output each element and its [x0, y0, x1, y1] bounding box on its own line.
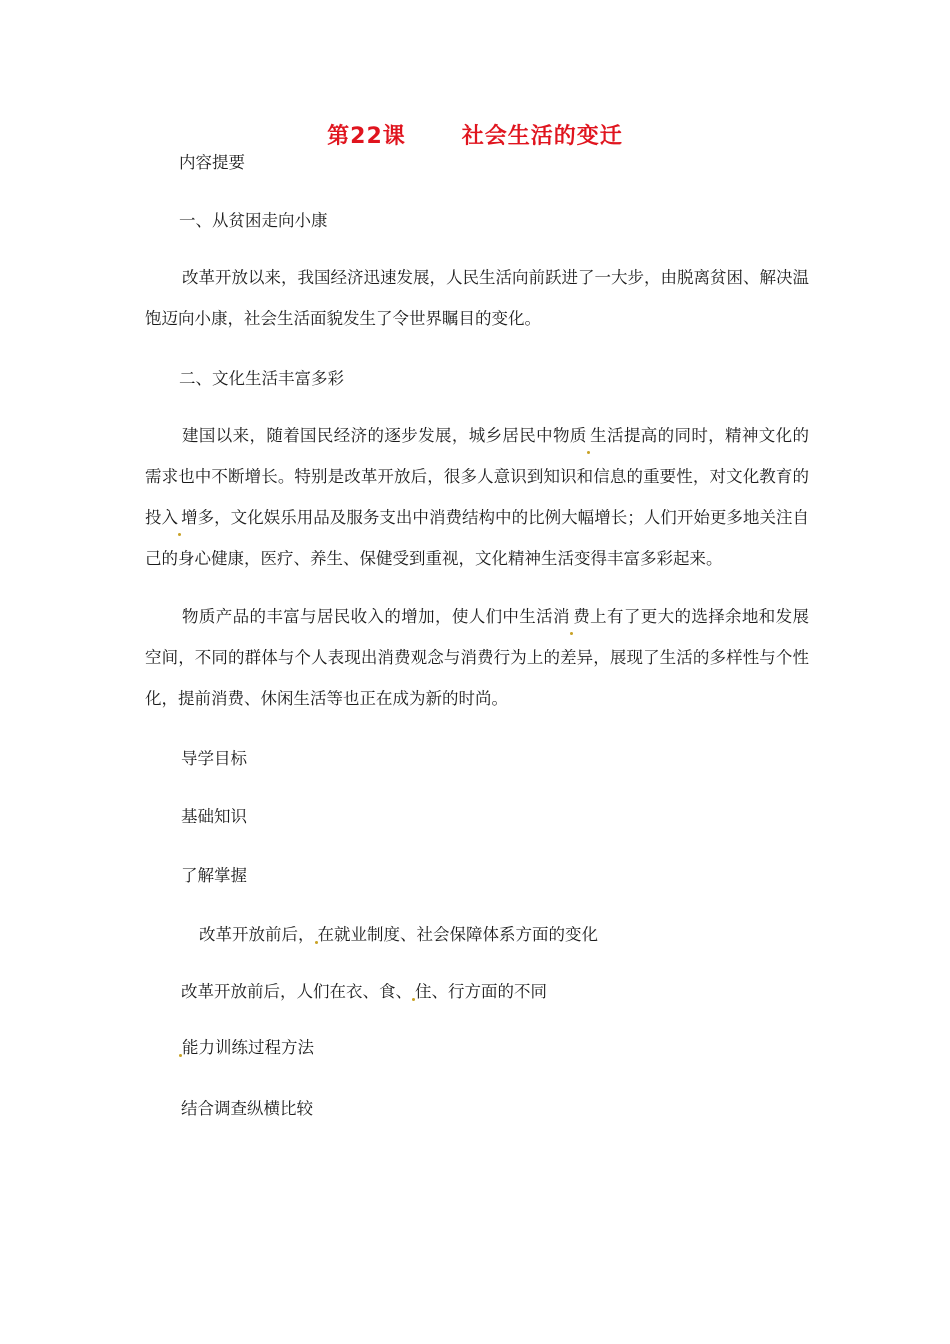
mark-dot — [570, 632, 573, 635]
ability-heading-text: 能力训练过程方法 — [182, 1038, 314, 1057]
objective-item-2-part-b: 住、行方面的不同 — [415, 982, 547, 1001]
objective-item-1-part-b: 在就业制度、社会保障体系方面的变化 — [317, 925, 598, 944]
summary-heading: 内容提要 — [179, 153, 245, 172]
section2-paragraph-2-part-a: 物质产品的丰富与居民收入的增加，使人们中生活消 — [182, 607, 570, 626]
objective-item-2-part-a: 改革开放前后，人们在衣、食、 — [181, 982, 412, 1001]
page-title — [0, 122, 950, 152]
title-lesson-number: 第22课 — [327, 124, 406, 149]
section1-heading: 一、从贫困走向小康 — [179, 211, 328, 230]
method-text: 结合调查纵横比较 — [181, 1099, 313, 1118]
ability-heading — [179, 1037, 314, 1059]
basic-knowledge-heading: 基础知识 — [181, 807, 247, 826]
section2-paragraph-2 — [145, 596, 809, 719]
objective-item-2 — [181, 981, 547, 1003]
section2-paragraph-1-part-c: 增多，文化娱乐用品及服务支出中消费结构中的比例大幅增长；人们开始更多地关注自己的身心健康，医疗、养生、保健受到重视，文化精神生活变得丰富多彩起来。 — [145, 508, 810, 568]
title-lesson-name: 社会生活的变迁 — [461, 124, 623, 149]
section2-paragraph-2-part-b: 费上有了更大的选择余地和发展空间，不同的群体与个人表现出消费观念与消费行为上的差异，展现了生活的多样性与个性化，提前消费、休闲生活等也正在成为新的时尚。 — [145, 607, 810, 708]
section1-paragraph: 改革开放以来，我国经济迅速发展，人民生活向前跃进了一大步，由脱离贫困、解决温饱迈向小康，社会生活面貌发生了令世界瞩目的变化。 — [145, 268, 809, 328]
understand-heading: 了解掌握 — [181, 866, 247, 885]
section2-paragraph-1 — [145, 415, 809, 579]
guide-heading: 导学目标 — [181, 749, 247, 768]
section2-paragraph-1-part-a: 建国以来，随着国民经济的逐步发展，城乡居民中物质 — [182, 426, 587, 445]
objective-item-1-part-a: 改革开放前后， — [199, 925, 315, 944]
objective-item-1 — [199, 924, 598, 946]
mark-dot — [587, 451, 590, 454]
section2-paragraph-1-part-b: 生活提高的同时，精神文化的需求也中不断增长。特别是改革开放后，很多人意识到知识和信息的重要性，对文化教育的投入 — [145, 426, 810, 527]
section2-heading: 二、文化生活丰富多彩 — [179, 369, 344, 388]
mark-dot — [178, 533, 181, 536]
